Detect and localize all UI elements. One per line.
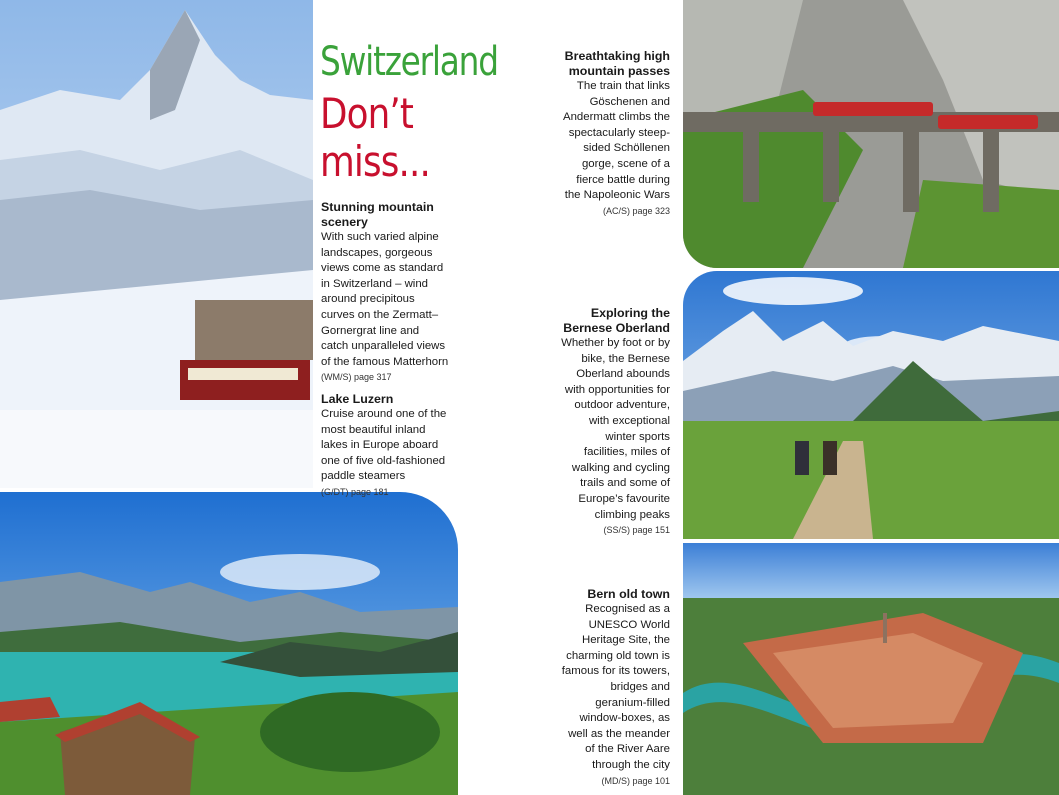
bernese-oberland-photo <box>683 271 1059 539</box>
dont-miss-title: Don’t miss... <box>320 89 430 186</box>
entry-title: Bern old town <box>587 587 670 601</box>
bern-old-town-photo <box>683 543 1059 795</box>
entry-text: Cruise around one of the most beautiful inland lakes in Europe aboard one of five old-fashioned paddle steamers <box>321 408 447 483</box>
entry-bernese-oberland <box>560 306 670 537</box>
entry-title: Breathtaking high mountain passes <box>564 49 670 78</box>
entry-text: Recognised as a UNESCO World Heritage Site, the charming old town is famous for its towers, bridges and geranium-filled window-boxes, as well as the meander of the River Aare through the city <box>561 603 670 771</box>
entry-credit: (G/DT) page 181 <box>321 486 389 497</box>
entry-mountain-scenery <box>321 200 449 384</box>
entry-credit: (MD/S) page 101 <box>601 775 670 786</box>
entry-text: The train that links Göschenen and Andermatt climbs the spectacularly steep-sided Schöllenen gorge, scene of a fierce battle during the Napoleonic Wars <box>563 80 670 202</box>
entry-lake-luzern <box>321 392 449 499</box>
entry-mountain-passes <box>560 49 670 218</box>
entry-title: Stunning mountain scenery <box>321 200 434 229</box>
country-title: Switzerland <box>320 39 498 85</box>
entry-bern-old-town <box>560 587 670 788</box>
entry-credit: (SS/S) page 151 <box>603 525 670 536</box>
schollenen-gorge-photo <box>683 0 1059 268</box>
entry-credit: (AC/S) page 323 <box>602 205 670 216</box>
entry-title: Exploring the Bernese Oberland <box>563 306 670 335</box>
entry-credit: (WM/S) page 317 <box>321 372 392 383</box>
lake-luzern-photo <box>0 492 458 795</box>
entry-text: Whether by foot or by bike, the Bernese Oberland abounds with opportunities for outdoor adventure, with exceptional winter sports facilities, miles of walking and cycling trails and some of Europe’s favourite climbing peaks <box>561 337 670 521</box>
entry-text: With such varied alpine landscapes, gorgeous views come as standard in Switzerland – wind around precipitous curves on the Zermatt–Gornergrat line and catch unparalleled views of the famous Matterhorn <box>321 231 449 368</box>
matterhorn-photo <box>0 0 313 488</box>
entry-title: Lake Luzern <box>321 392 394 406</box>
